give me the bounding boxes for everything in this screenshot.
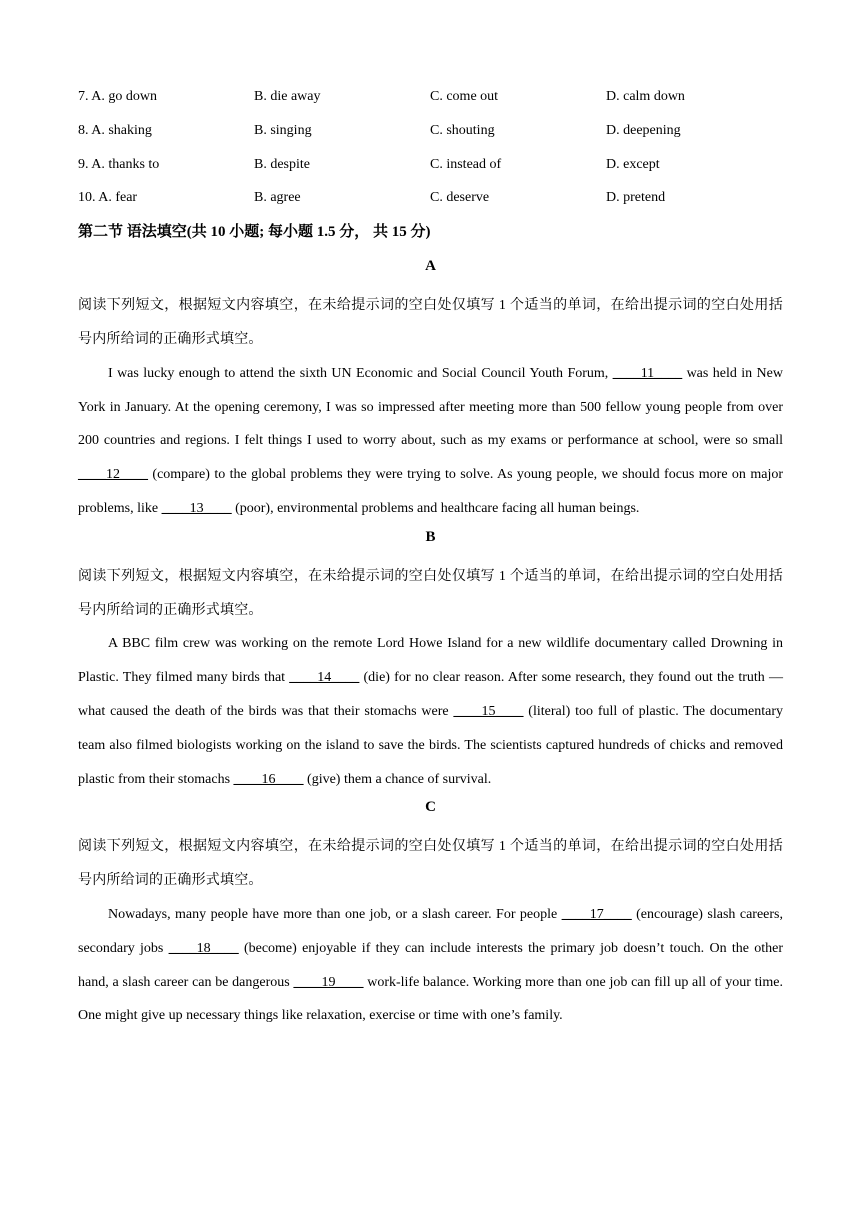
option-9b: B. despite [254, 156, 310, 172]
blank-15: ____15____ [453, 703, 524, 719]
passage-c-text-2: (encourage) slash careers, secondary jobs [78, 906, 783, 956]
blank-11: ____11____ [612, 365, 683, 381]
passage-c-text [78, 898, 783, 1033]
passage-a-text [78, 357, 783, 526]
passage-a-instruction: 阅读下列短文，根据短文内容填空，在未给提示词的空白处仅填写 1 个适当的单词，在给出提示词的空白处用括号内所给词的正确形式填空。 [78, 298, 783, 347]
passage-b-text [78, 627, 783, 796]
passage-b-label: B [425, 528, 436, 545]
option-row-10 [78, 187, 783, 221]
passage-b-text-2: (die) for no clear reason. After some research, they found out the truth — what caused the death of the birds was that their stomachs were [78, 670, 783, 719]
option-10a: 10. A. fear [78, 190, 138, 206]
blank-12: ____12____ [78, 467, 148, 483]
option-8a: 8. A. shaking [78, 122, 152, 138]
option-10c: C. deserve [430, 190, 490, 206]
option-8c: C. shouting [430, 122, 495, 138]
option-9a: 9. A. thanks to [78, 156, 160, 172]
option-8b: B. singing [254, 122, 312, 138]
option-7d: D. calm down [606, 89, 685, 104]
passage-a-text-1: I was lucky enough to attend the sixth UN Economic and Social Council Youth Forum, [108, 365, 613, 381]
section-title: 第二节 语法填空(共 10 小题; 每小题 1.5 分， 共 15 分) [78, 224, 431, 241]
document-page [78, 86, 783, 1033]
passage-a-text-4: (poor), environmental problems and healthcare facing all human beings. [231, 500, 640, 516]
passage-b-text-4: (give) them a chance of survival. [303, 771, 492, 787]
option-10d: D. pretend [606, 190, 666, 206]
passage-c-text-3: (become) enjoyable if they can include interests the primary job doesn’t touch. On the other hand, a slash career can be dangerous [78, 940, 784, 990]
passage-a-text-2: was held in New York in January. At the opening ceremony, I was so impressed after meeting more than 500 fellow young people from over 200 countries and regions. I felt things I used to worry about, such as my exams or performance at school, were so small [78, 365, 783, 449]
blank-19: ____19____ [293, 974, 364, 990]
option-row-9 [78, 154, 783, 188]
blank-18: ____18____ [168, 940, 239, 956]
blank-16: ____16____ [233, 771, 304, 787]
passage-c-text-4: work-life balance. Working more than one job can fill up all of your time. One might give up necessary things like relaxation, exercise or time with one’s family. [78, 974, 783, 1024]
passage-b-text-3: (literal) too full of plastic. The documentary team also filmed biologists working on the island to save the birds. The scientists captured hundreds of chicks and removed plastic from their stomachs [78, 703, 784, 787]
passage-b-text-1: A BBC film crew was working on the remote Lord Howe Island for a new wildlife documentary called Drowning in Plastic. They filmed many birds that [78, 636, 783, 686]
option-row-7 [78, 86, 783, 120]
option-8d: D. deepening [606, 122, 681, 138]
option-row-8 [78, 120, 783, 154]
option-7a: 7. A. go down [78, 89, 157, 104]
passage-c-instruction: 阅读下列短文，根据短文内容填空，在未给提示词的空白处仅填写 1 个适当的单词，在给出提示词的空白处用括号内所给词的正确形式填空。 [78, 839, 783, 889]
blank-13: ____13____ [161, 500, 232, 516]
passage-c-text-1: Nowadays, many people have more than one job, or a slash career. For people [108, 906, 562, 922]
option-9d: D. except [606, 156, 660, 172]
option-9c: C. instead of [430, 156, 502, 172]
passage-b-instruction: 阅读下列短文，根据短文内容填空，在未给提示词的空白处仅填写 1 个适当的单词，在给出提示词的空白处用括号内所给词的正确形式填空。 [78, 568, 783, 618]
passage-a-label: A [425, 258, 436, 275]
passage-a-text-3: (compare) to the global problems they were trying to solve. As young people, we should focus more on major problems, like [78, 467, 783, 516]
blank-14: ____14____ [289, 670, 360, 686]
option-7b: B. die away [254, 89, 321, 104]
option-7c: C. come out [430, 89, 499, 104]
blank-17: ____17____ [561, 906, 632, 922]
option-10b: B. agree [254, 190, 301, 206]
passage-c-label: C [425, 799, 436, 816]
